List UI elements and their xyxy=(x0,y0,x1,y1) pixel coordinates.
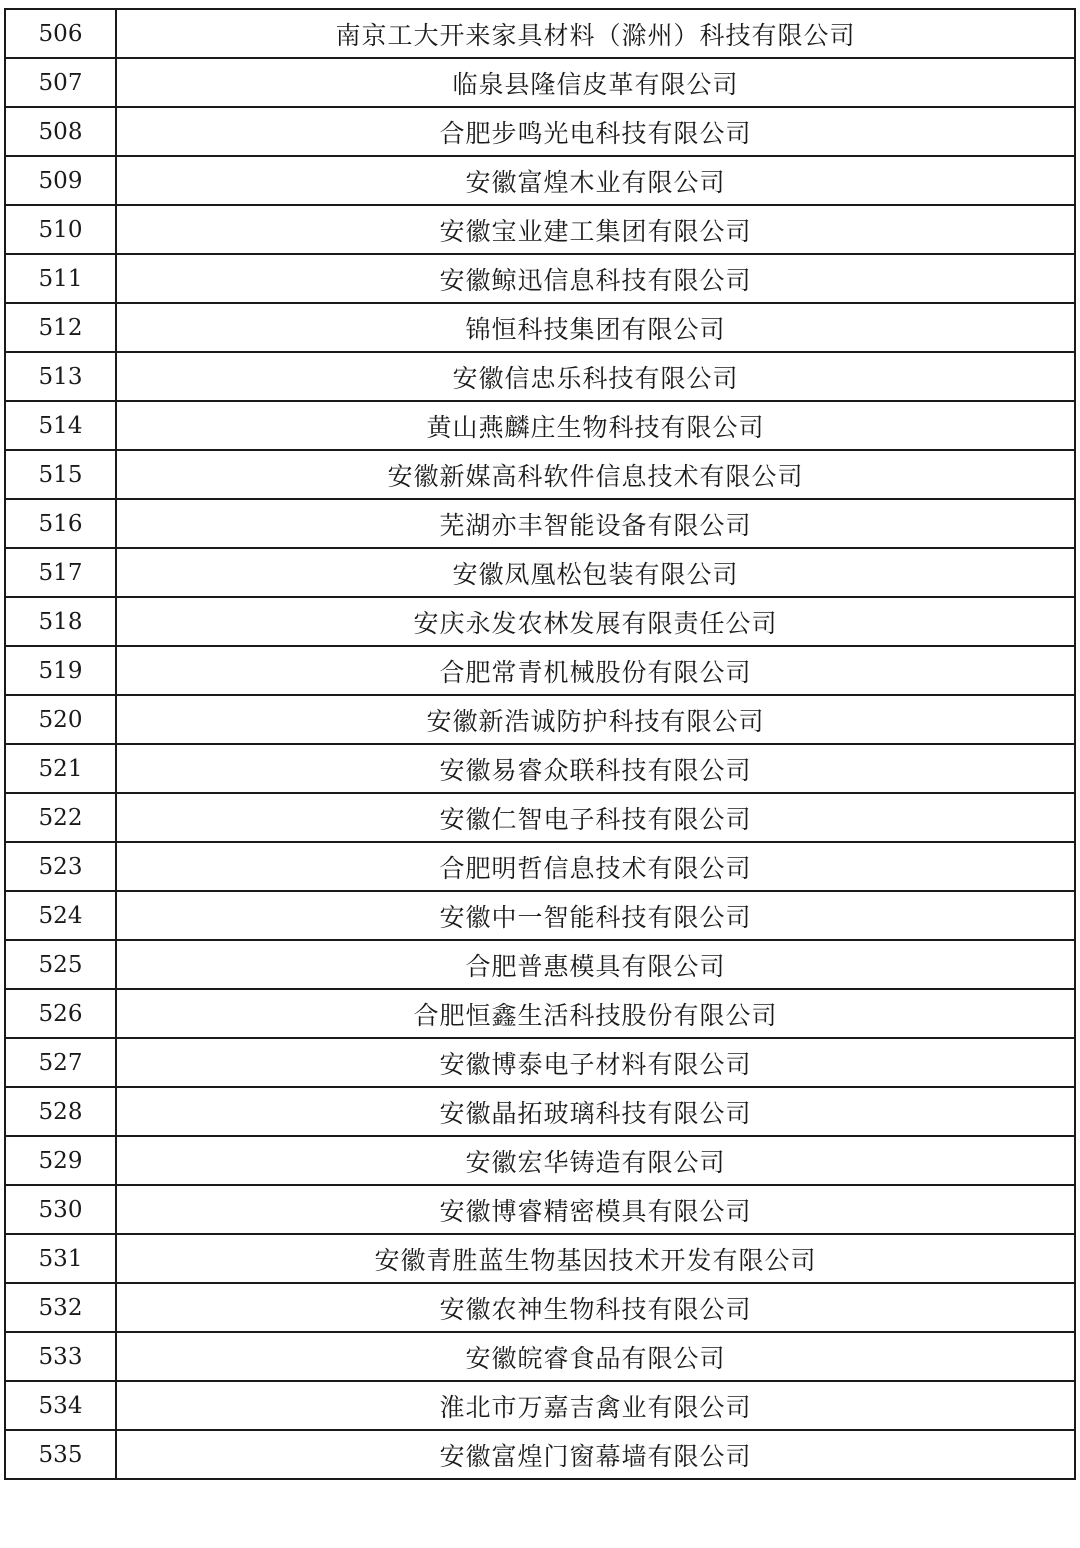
table-row xyxy=(5,989,1075,1038)
table-row xyxy=(5,1430,1075,1479)
table-row xyxy=(5,1185,1075,1234)
table-row xyxy=(5,695,1075,744)
row-number-cell: 535 xyxy=(5,1430,116,1479)
table-row xyxy=(5,1381,1075,1430)
company-name-cell: 安徽富煌木业有限公司 xyxy=(116,156,1075,205)
company-name-cell: 安徽信忠乐科技有限公司 xyxy=(116,352,1075,401)
company-name-cell: 安徽富煌门窗幕墙有限公司 xyxy=(116,1430,1075,1479)
table-body xyxy=(5,9,1075,1479)
company-name-cell: 安徽凤凰松包装有限公司 xyxy=(116,548,1075,597)
row-number-cell: 510 xyxy=(5,205,116,254)
row-number-cell: 516 xyxy=(5,499,116,548)
row-number-cell: 526 xyxy=(5,989,116,1038)
table-row xyxy=(5,646,1075,695)
company-name-cell: 安徽鲸迅信息科技有限公司 xyxy=(116,254,1075,303)
company-name-cell: 安徽皖睿食品有限公司 xyxy=(116,1332,1075,1381)
company-name-cell: 合肥步鸣光电科技有限公司 xyxy=(116,107,1075,156)
row-number-cell: 513 xyxy=(5,352,116,401)
row-number-cell: 514 xyxy=(5,401,116,450)
table-row xyxy=(5,1234,1075,1283)
table-row xyxy=(5,940,1075,989)
row-number-cell: 522 xyxy=(5,793,116,842)
company-name-cell: 合肥常青机械股份有限公司 xyxy=(116,646,1075,695)
row-number-cell: 530 xyxy=(5,1185,116,1234)
company-name-cell: 安徽新浩诚防护科技有限公司 xyxy=(116,695,1075,744)
table-row xyxy=(5,499,1075,548)
table-row xyxy=(5,1087,1075,1136)
table-row xyxy=(5,107,1075,156)
row-number-cell: 517 xyxy=(5,548,116,597)
company-name-cell: 安徽博睿精密模具有限公司 xyxy=(116,1185,1075,1234)
row-number-cell: 519 xyxy=(5,646,116,695)
company-name-cell: 合肥普惠模具有限公司 xyxy=(116,940,1075,989)
row-number-cell: 506 xyxy=(5,9,116,58)
company-name-cell: 淮北市万嘉吉禽业有限公司 xyxy=(116,1381,1075,1430)
table-row xyxy=(5,205,1075,254)
table-row xyxy=(5,1332,1075,1381)
row-number-cell: 531 xyxy=(5,1234,116,1283)
table-row xyxy=(5,1136,1075,1185)
row-number-cell: 525 xyxy=(5,940,116,989)
row-number-cell: 515 xyxy=(5,450,116,499)
company-name-cell: 临泉县隆信皮革有限公司 xyxy=(116,58,1075,107)
table-row xyxy=(5,450,1075,499)
company-name-cell: 黄山燕麟庄生物科技有限公司 xyxy=(116,401,1075,450)
table-row xyxy=(5,303,1075,352)
company-name-cell: 安徽仁智电子科技有限公司 xyxy=(116,793,1075,842)
row-number-cell: 512 xyxy=(5,303,116,352)
company-name-cell: 安庆永发农林发展有限责任公司 xyxy=(116,597,1075,646)
table-row xyxy=(5,597,1075,646)
company-name-cell: 锦恒科技集团有限公司 xyxy=(116,303,1075,352)
company-list-table xyxy=(4,8,1076,1480)
row-number-cell: 520 xyxy=(5,695,116,744)
company-name-cell: 安徽新媒高科软件信息技术有限公司 xyxy=(116,450,1075,499)
table-row xyxy=(5,793,1075,842)
row-number-cell: 511 xyxy=(5,254,116,303)
table-row xyxy=(5,254,1075,303)
table-row xyxy=(5,9,1075,58)
row-number-cell: 508 xyxy=(5,107,116,156)
row-number-cell: 528 xyxy=(5,1087,116,1136)
row-number-cell: 533 xyxy=(5,1332,116,1381)
table-row xyxy=(5,548,1075,597)
company-name-cell: 安徽青胜蓝生物基因技术开发有限公司 xyxy=(116,1234,1075,1283)
company-name-cell: 芜湖亦丰智能设备有限公司 xyxy=(116,499,1075,548)
company-name-cell: 合肥明哲信息技术有限公司 xyxy=(116,842,1075,891)
company-name-cell: 安徽晶拓玻璃科技有限公司 xyxy=(116,1087,1075,1136)
company-name-cell: 安徽农神生物科技有限公司 xyxy=(116,1283,1075,1332)
table-row xyxy=(5,352,1075,401)
company-name-cell: 安徽宝业建工集团有限公司 xyxy=(116,205,1075,254)
table-row xyxy=(5,401,1075,450)
row-number-cell: 532 xyxy=(5,1283,116,1332)
table-row xyxy=(5,842,1075,891)
company-name-cell: 安徽宏华铸造有限公司 xyxy=(116,1136,1075,1185)
table-row xyxy=(5,1038,1075,1087)
row-number-cell: 507 xyxy=(5,58,116,107)
table-row xyxy=(5,58,1075,107)
table-row xyxy=(5,891,1075,940)
company-name-cell: 南京工大开来家具材料（滁州）科技有限公司 xyxy=(116,9,1075,58)
row-number-cell: 524 xyxy=(5,891,116,940)
company-name-cell: 安徽中一智能科技有限公司 xyxy=(116,891,1075,940)
row-number-cell: 534 xyxy=(5,1381,116,1430)
row-number-cell: 509 xyxy=(5,156,116,205)
table-row xyxy=(5,156,1075,205)
company-name-cell: 安徽易睿众联科技有限公司 xyxy=(116,744,1075,793)
row-number-cell: 518 xyxy=(5,597,116,646)
table-row xyxy=(5,1283,1075,1332)
row-number-cell: 529 xyxy=(5,1136,116,1185)
row-number-cell: 527 xyxy=(5,1038,116,1087)
company-name-cell: 合肥恒鑫生活科技股份有限公司 xyxy=(116,989,1075,1038)
row-number-cell: 521 xyxy=(5,744,116,793)
company-name-cell: 安徽博泰电子材料有限公司 xyxy=(116,1038,1075,1087)
table-row xyxy=(5,744,1075,793)
row-number-cell: 523 xyxy=(5,842,116,891)
